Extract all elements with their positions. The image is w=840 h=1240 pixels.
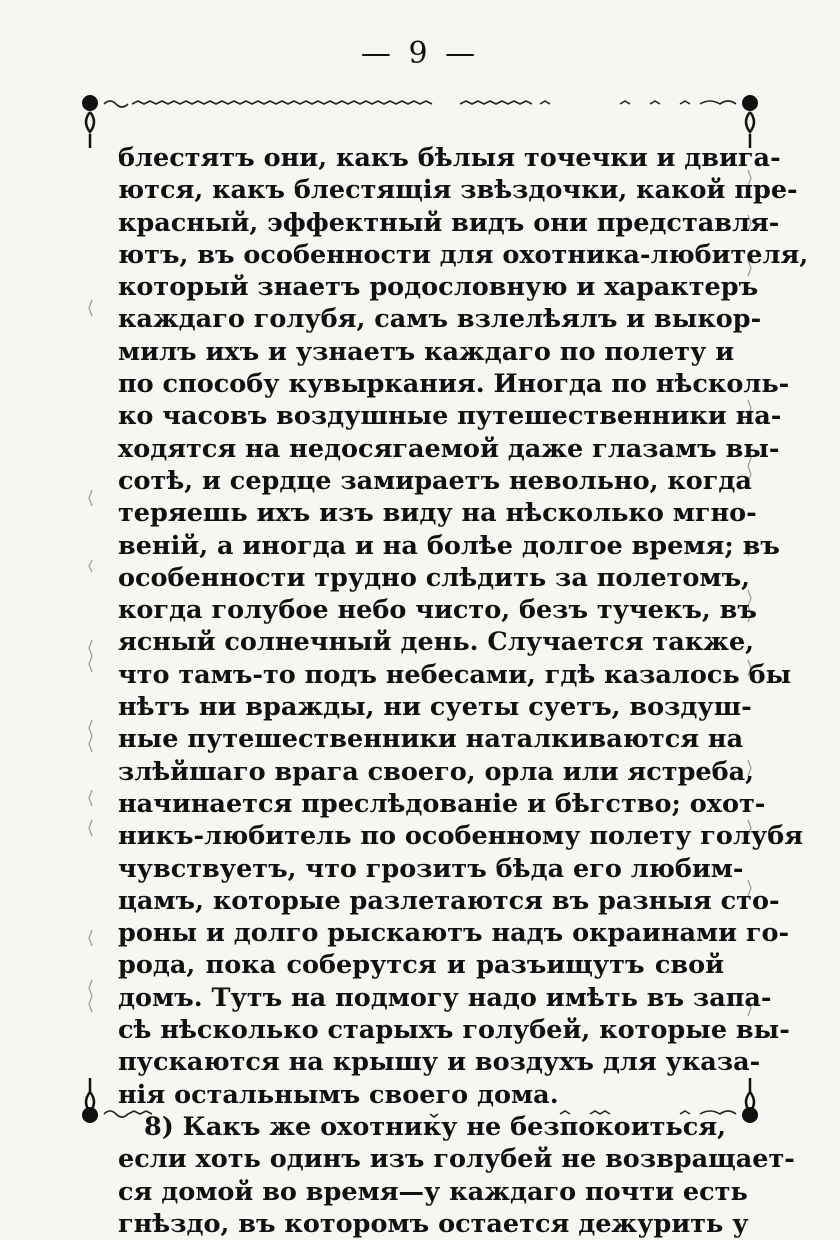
body-text — [118, 142, 809, 1240]
text-line: когда голубое небо чисто, безъ тучекъ, въ — [118, 595, 757, 626]
text-line: злѣйшаго врага своего, орла или ястреба, — [118, 756, 755, 787]
flourish-top-left — [86, 112, 94, 148]
text-line: ходятся на недосягаемой даже глазамъ вы- — [118, 433, 780, 464]
text-line: который знаетъ родословную и характеръ — [118, 272, 759, 303]
text-line: веній, а иногда и на болѣе долгое время; въ — [118, 530, 780, 561]
text-line: ются, какъ блестящія звѣздочки, какой пре- — [118, 175, 798, 206]
text-line: особенности трудно слѣдить за полетомъ, — [118, 562, 751, 593]
text-line: начинается преслѣдованіе и бѣгство; охот- — [118, 788, 766, 819]
flourish-bottom-left — [86, 1078, 94, 1112]
corner-dot-top-right — [742, 95, 758, 111]
text-line: гнѣздо, въ которомъ остается дежурить у — [118, 1208, 749, 1239]
text-line: ные путешественники наталкиваются на — [118, 724, 744, 755]
text-line: что тамъ-то подъ небесами, гдѣ казалось бы — [118, 659, 792, 690]
text-line: каждаго голубя, самъ взлелѣялъ и выкор- — [118, 304, 762, 335]
text-line: домъ. Тутъ на подмогу надо имѣть въ запа- — [118, 982, 772, 1013]
text-line: никъ-любитель по особенному полету голубя — [118, 821, 804, 852]
text-line: ясный солнечный день. Случается также, — [118, 627, 755, 658]
corner-dot-top-left — [82, 95, 98, 111]
corner-dot-bottom-left — [82, 1107, 98, 1123]
page-number: — 9 — — [360, 36, 480, 71]
text-line: ся домой во время—у каждаго почти есть — [118, 1176, 748, 1207]
left-border — [89, 300, 92, 1012]
flourish-bottom-right — [746, 1078, 754, 1112]
text-line: блестятъ они, какъ бѣлыя точечки и двига- — [118, 143, 781, 173]
text-line: чувствуетъ, что грозитъ бѣда его любим- — [118, 853, 744, 884]
text-line: если хоть одинъ изъ голубей не возвращает- — [118, 1144, 795, 1175]
text-line: роны и долго рыскаютъ надъ окраинами го- — [118, 918, 790, 949]
text-line: милъ ихъ и узнаетъ каждаго по полету и — [118, 336, 735, 367]
text-line: рода, пока соберутся и разъищутъ свой — [118, 950, 724, 981]
text-line: цамъ, которые разлетаются въ разныя сто- — [118, 885, 780, 916]
text-line: красный, эффектный видъ они представля- — [118, 207, 780, 238]
corner-dot-bottom-right — [742, 1107, 758, 1123]
text-line: теряешь ихъ изъ виду на нѣсколько мгно- — [118, 498, 757, 529]
top-rule — [104, 101, 736, 107]
text-line: нія остальнымъ своего дома. — [118, 1079, 559, 1110]
text-line: ютъ, въ особенности для охотника-любителя, — [118, 239, 809, 270]
text-line: сотѣ, и сердце замираетъ невольно, когда — [118, 465, 752, 496]
text-line: сѣ нѣсколько старыхъ голубей, которые вы- — [118, 1015, 790, 1046]
text-line: 8) Какъ же охотнику не безпокоиться, — [144, 1111, 726, 1142]
text-line: ко часовъ воздушные путешественники на- — [118, 401, 782, 432]
text-line: пускаются на крышу и воздухъ для указа- — [118, 1047, 761, 1078]
text-line: нѣтъ ни вражды, ни суеты суетъ, воздуш- — [118, 692, 752, 723]
text-line: по способу кувыркания. Иногда по нѣсколь- — [118, 369, 790, 400]
